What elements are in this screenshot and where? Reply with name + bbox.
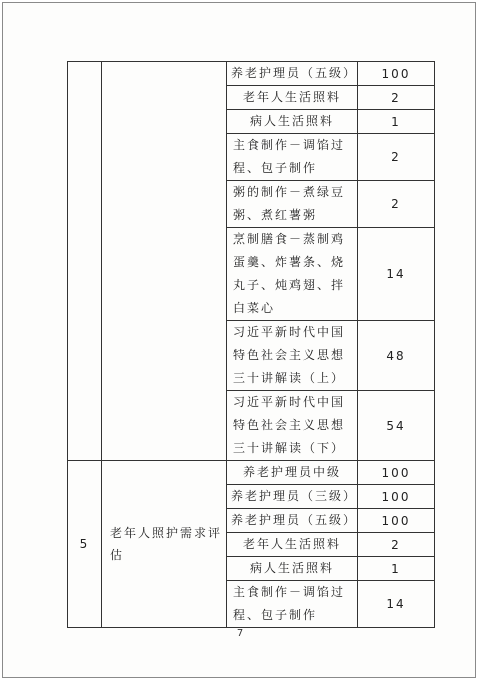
item-number-cell: [68, 62, 102, 461]
hours-cell: 100: [358, 62, 435, 86]
table-body: [68, 62, 435, 628]
hours-cell: 1: [358, 110, 435, 134]
course-name-cell: 病人生活照料: [227, 110, 358, 134]
table-row: [68, 461, 435, 485]
course-name-cell: 养老护理员中级: [227, 461, 358, 485]
hours-cell: 2: [358, 181, 435, 228]
hours-cell: 14: [358, 581, 435, 628]
course-name-cell: 习近平新时代中国特色社会主义思想三十讲解读（下）: [227, 391, 358, 461]
course-name-cell: 养老护理员（五级）: [227, 509, 358, 533]
course-name-cell: 主食制作－调馅过程、包子制作: [227, 134, 358, 181]
hours-cell: 100: [358, 509, 435, 533]
course-name-cell: 习近平新时代中国特色社会主义思想三十讲解读（上）: [227, 321, 358, 391]
hours-cell: 48: [358, 321, 435, 391]
item-number-cell: 5: [68, 461, 102, 628]
hours-cell: 54: [358, 391, 435, 461]
hours-cell: 14: [358, 228, 435, 321]
hours-cell: 1: [358, 557, 435, 581]
course-name-cell: 病人生活照料: [227, 557, 358, 581]
hours-cell: 2: [358, 533, 435, 557]
page-number: 7: [236, 628, 244, 639]
occupation-name-cell: 老年人照护需求评估: [102, 461, 227, 628]
course-name-cell: 养老护理员（五级）: [227, 62, 358, 86]
training-course-table: [67, 61, 435, 628]
course-name-cell: 烹制膳食－蒸制鸡蛋羹、炸薯条、烧丸子、炖鸡翅、拌白菜心: [227, 228, 358, 321]
course-name-cell: 主食制作－调馅过程、包子制作: [227, 581, 358, 628]
hours-cell: 100: [358, 485, 435, 509]
table-row: [68, 62, 435, 86]
course-name-cell: 老年人生活照料: [227, 86, 358, 110]
course-name-cell: 老年人生活照料: [227, 533, 358, 557]
hours-cell: 100: [358, 461, 435, 485]
course-name-cell: 养老护理员（三级）: [227, 485, 358, 509]
hours-cell: 2: [358, 134, 435, 181]
course-name-cell: 粥的制作－煮绿豆粥、煮红薯粥: [227, 181, 358, 228]
hours-cell: 2: [358, 86, 435, 110]
occupation-name-cell: [102, 62, 227, 461]
